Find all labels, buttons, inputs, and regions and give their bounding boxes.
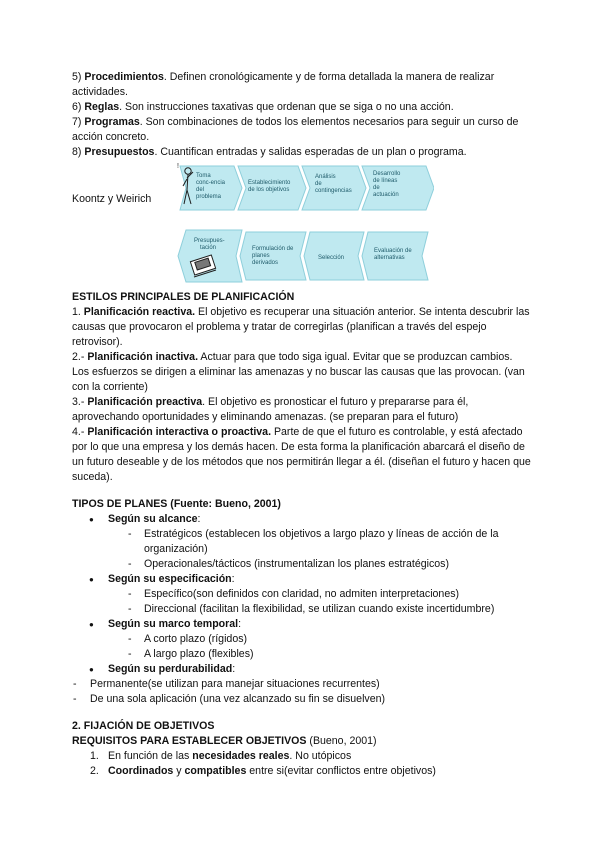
list-item: 4.- Planificación interactiva o proactiva. Parte de que el futuro es controlable, y está afectado por lo que una empresa y los demás hacen. De esta forma la planificación abarcará el diseño de un futuro deseable y de los métodos que nos permitirán llegar a él. (diseñan el futuro y hacen que suceda). <box>72 426 531 483</box>
list-item: ● Según su alcance: - Estratégicos (establecen los objetivos a largo plazo y líneas de acción de la organización) - Operacionales/tácticos (instrumentalizan los planes estratégicos) <box>72 512 532 572</box>
list-item: - Direccional (facilitan la flexibilidad, se utilizan cuando existe incertidumbre) <box>72 602 532 617</box>
svg-text:!: ! <box>177 163 179 170</box>
figure-caption: Koontz y Weirich <box>72 193 152 205</box>
list-item: ● Según su marco temporal: - A corto plazo (rígidos) - A largo plazo (flexibles) <box>72 617 532 662</box>
list-item: 8) Presupuestos. Cuantifican entradas y salidas esperadas de un plan o programa. <box>72 146 467 158</box>
planning-steps-diagram <box>172 160 434 290</box>
section-heading-tipos: TIPOS DE PLANES (Fuente: Bueno, 2001) <box>72 498 281 510</box>
step-shape <box>240 232 306 280</box>
step-shape <box>180 166 242 210</box>
step-label: Presupues-tación <box>194 238 225 251</box>
list-item: - A corto plazo (rígidos) <box>72 632 532 647</box>
step-label: Análisis de contingencias <box>315 174 352 194</box>
list-item: 1. Planificación reactiva. El objetivo es recuperar una situación anterior. Se intenta descubrir las causas que provocaron el problema y tratar de corregirlas (planifican a través del espejo retrovisor). <box>72 306 530 348</box>
list-item: 6) Reglas. Son instrucciones taxativas que ordenan que se siga o no una acción. <box>72 101 454 113</box>
step-label: Selección <box>318 255 345 261</box>
plan-types-list <box>72 70 532 160</box>
section-heading-fijacion: 2. FIJACIÓN DE OBJETIVOS <box>72 720 215 732</box>
list-item: - Específico(son definidos con claridad, no admiten interpretaciones) <box>72 587 532 602</box>
list-item: - Operacionales/tácticos (instrumentalizan los planes estratégicos) <box>72 557 532 572</box>
section-heading-estilos: ESTILOS PRINCIPALES DE PLANIFICACIÓN <box>72 291 295 303</box>
estilos-list <box>72 305 532 485</box>
list-item: 3.- Planificación preactiva. El objetivo es pronosticar el futuro y prepararse para él, aprovechando oportunidades y eliminando amenazas. (se preparan para el futuro) <box>72 396 469 423</box>
perdurabilidad-list <box>72 677 532 707</box>
requisitos-subheading: REQUISITOS PARA ESTABLECER OBJETIVOS (Bueno, 2001) <box>72 735 377 747</box>
list-item: 2.- Planificación inactiva. Actuar para que todo siga igual. Evitar que se produzcan cambios. Los esfuerzos se dirigen a eliminar las amenazas y no buscar las causas que las provocan. (van con la corriente) <box>72 351 525 393</box>
planning-process-figure <box>72 160 532 290</box>
list-item: 5) Procedimientos. Definen cronológicamente y de forma detallada la manera de realizar actividades. <box>72 71 495 98</box>
step-label: Formulación de planes derivados <box>252 246 294 266</box>
step-label: Desarrollo de líneas de actuación <box>373 171 401 198</box>
list-item: 2. Coordinados y compatibles entre si(evitar conflictos entre objetivos) <box>90 765 436 777</box>
list-item: - Estratégicos (establecen los objetivos a largo plazo y líneas de acción de la organización) <box>72 527 532 557</box>
requisitos-list <box>72 749 532 779</box>
list-item: ● Según su especificación: - Específico(son definidos con claridad, no admiten interpretaciones) - Direccional (facilitan la flexibilidad, se utilizan cuando existe incertidumbre) <box>72 572 532 617</box>
list-item: ● Según su perdurabilidad: <box>72 662 532 677</box>
step-label: Toma conc-encia del problema <box>196 173 226 200</box>
step-label: Evaluación de alternativas <box>374 248 412 261</box>
step-label: Establecimiento de los objetivos <box>248 180 291 193</box>
list-item: 7) Programas. Son combinaciones de todos los elementos necesarios para seguir un curso de acción concreto. <box>72 116 519 143</box>
tipos-list <box>72 512 532 677</box>
list-item: - A largo plazo (flexibles) <box>72 647 532 662</box>
list-item: - Permanente(se utilizan para manejar situaciones recurrentes) <box>72 677 532 692</box>
document-body <box>72 70 532 779</box>
list-item: - De una sola aplicación (una vez alcanzado su fin se disuelven) <box>72 692 532 707</box>
list-item: 1. En función de las necesidades reales. No utópicos <box>90 750 352 762</box>
